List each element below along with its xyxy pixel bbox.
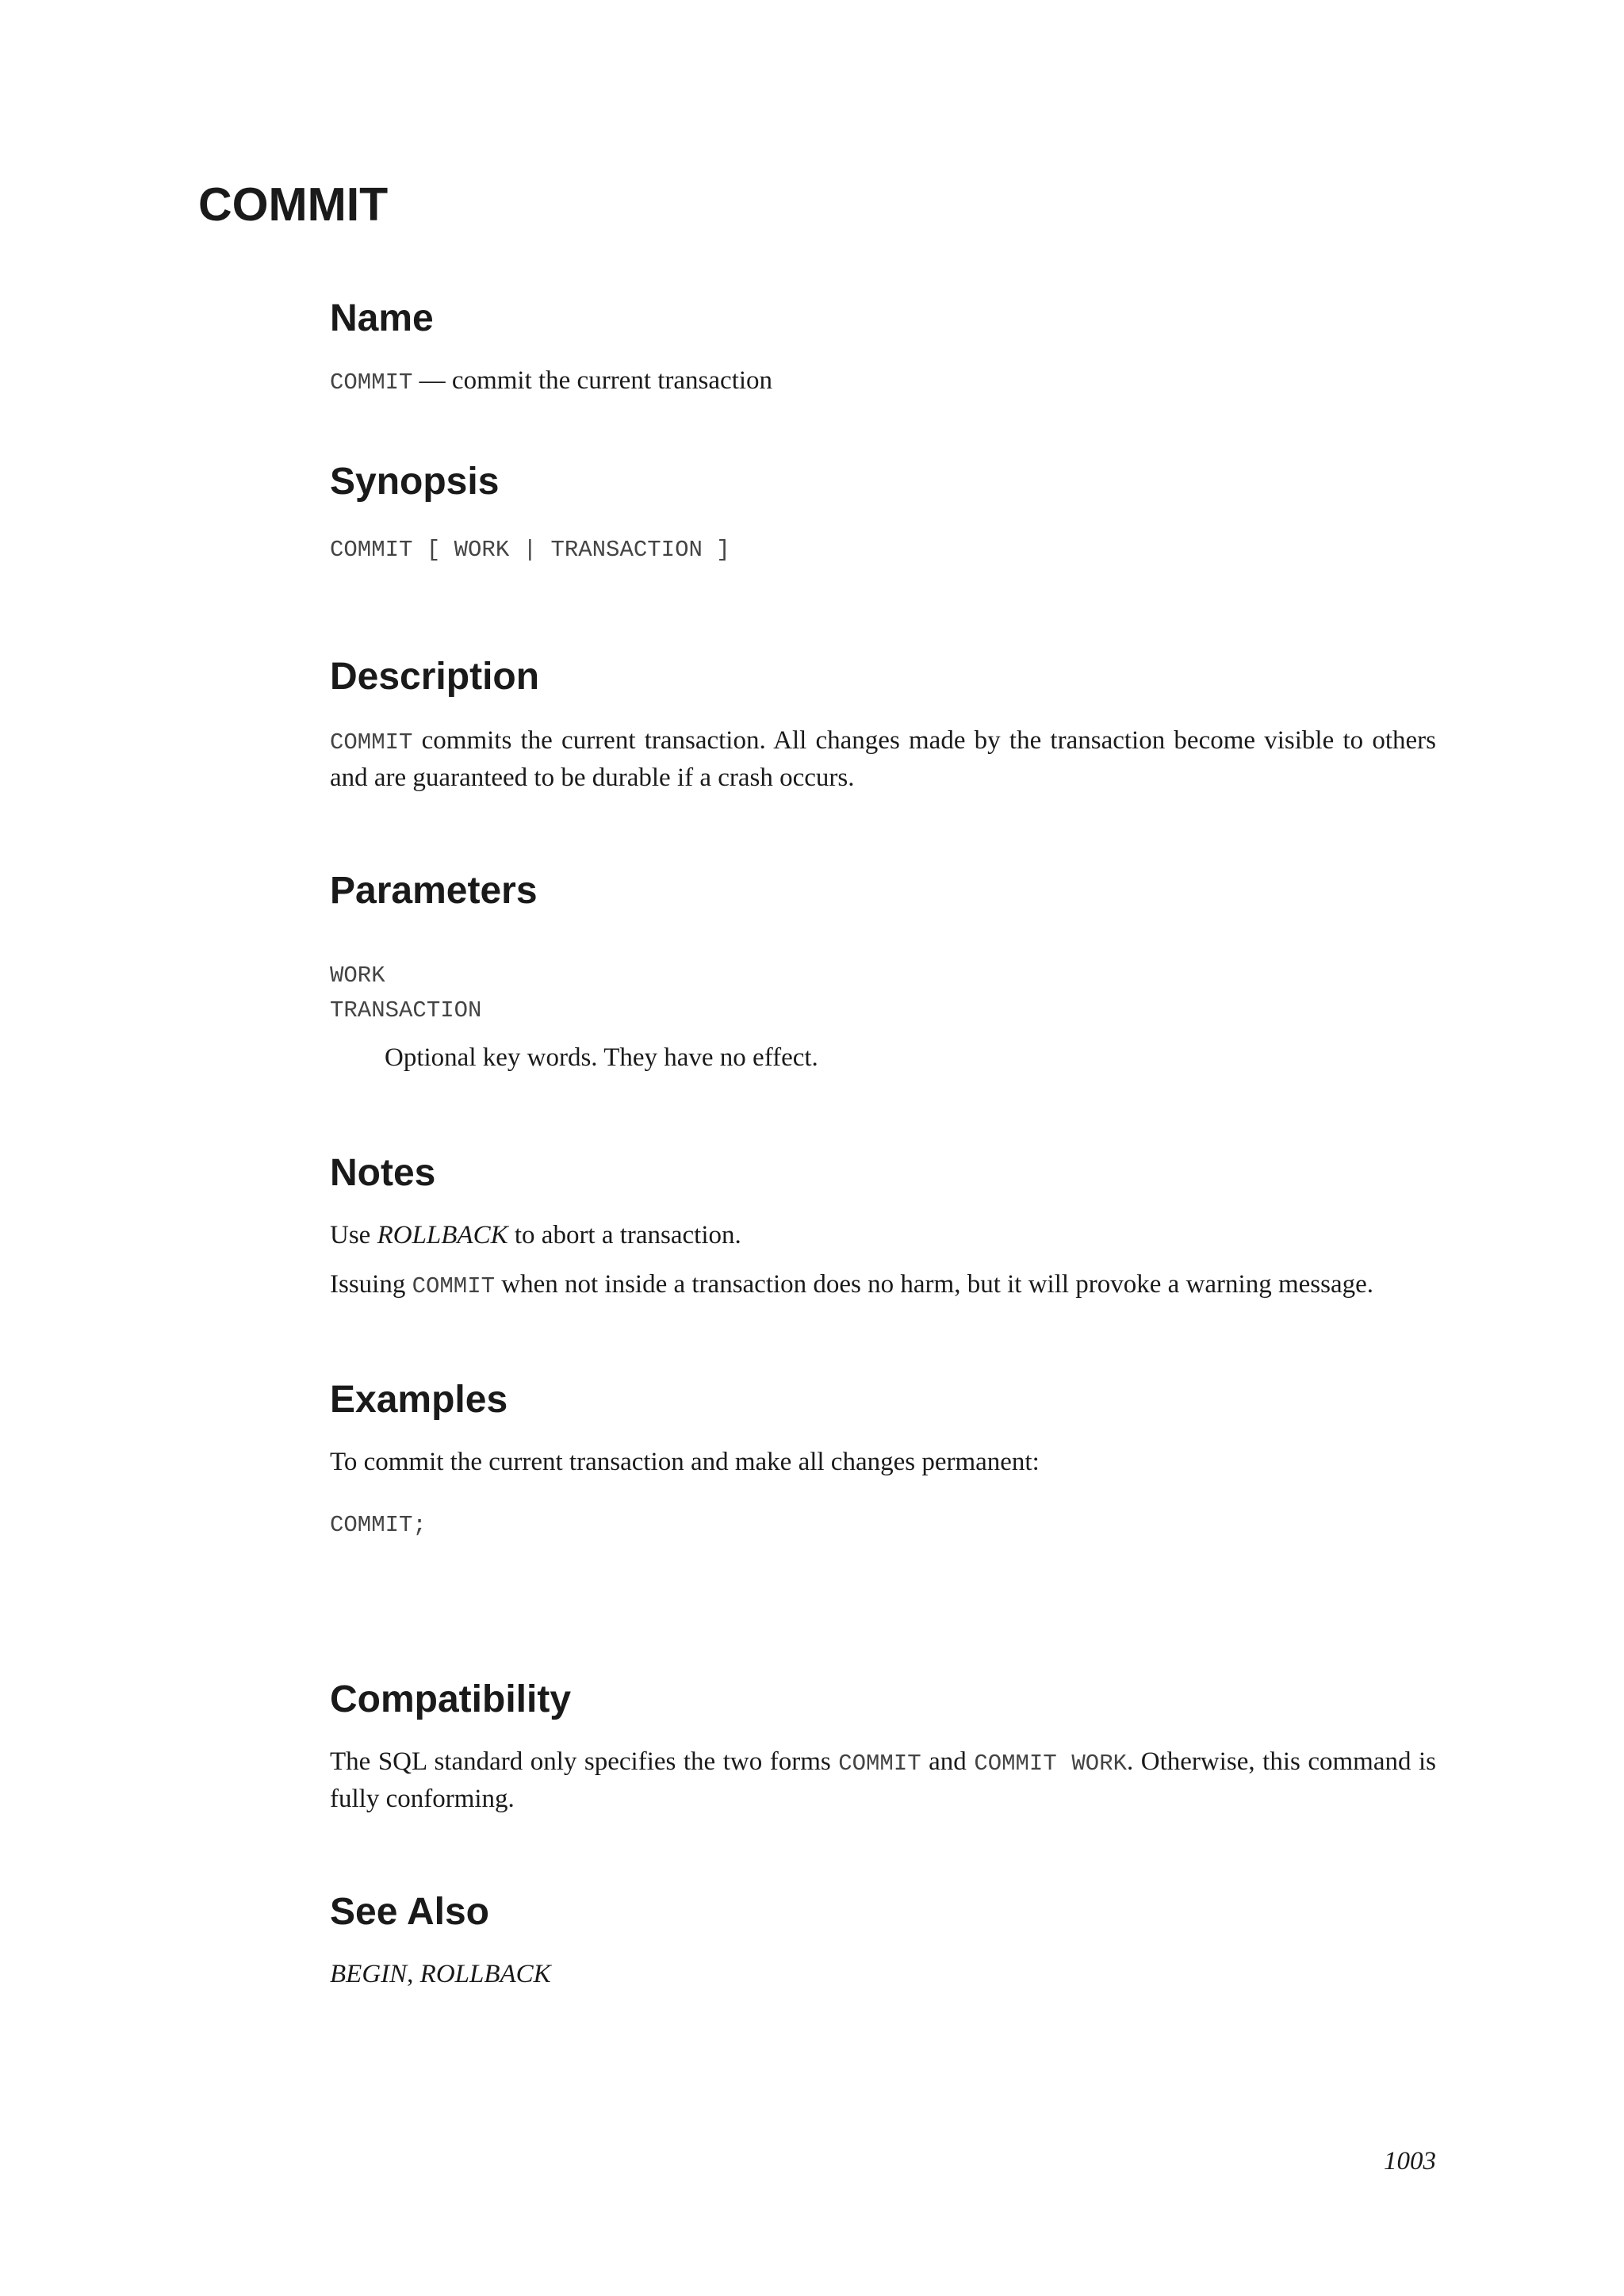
rollback-see-also-link[interactable]: ROLLBACK <box>419 1960 551 1988</box>
see-also-separator: , <box>407 1960 420 1988</box>
note-rollback <box>330 1218 1436 1253</box>
examples-heading: Examples <box>330 1379 508 1421</box>
note-2-suffix: when not inside a transaction does no harm, but it will provoke a warning message. <box>495 1270 1374 1299</box>
synopsis-heading: Synopsis <box>330 461 500 503</box>
examples-intro: To commit the current transaction and make all changes permanent: <box>330 1448 1040 1476</box>
see-also-links <box>330 1957 1436 1992</box>
note-2-command: COMMIT <box>412 1273 496 1299</box>
page-number: 1003 <box>1384 2147 1436 2175</box>
name-summary: — commit the current transaction <box>412 366 773 395</box>
name-text <box>330 363 1436 400</box>
description-command: COMMIT <box>330 729 413 756</box>
note-1-prefix: Use <box>330 1221 377 1249</box>
note-warning <box>330 1267 1436 1304</box>
see-also-heading: See Also <box>330 1891 489 1933</box>
parameters-heading: Parameters <box>330 870 538 912</box>
compat-form-commit: COMMIT <box>838 1751 921 1777</box>
examples-code: COMMIT; <box>330 1512 427 1538</box>
compat-form-commit-work: COMMIT WORK <box>974 1751 1128 1777</box>
notes-heading: Notes <box>330 1152 436 1194</box>
description-body: commits the current transaction. All changes made by the transaction become visible to others and are guaranteed to be durable if a crash occurs. <box>330 726 1436 792</box>
parameter-transaction: TRANSACTION <box>330 997 482 1024</box>
compat-prefix: The SQL standard only specifies the two forms <box>330 1747 839 1776</box>
compat-suffix: . Otherwise, this command is fully conforming. <box>330 1747 1436 1813</box>
synopsis-code: COMMIT [ WORK | TRANSACTION ] <box>330 537 730 563</box>
description-heading: Description <box>330 656 540 698</box>
note-1-suffix: to abort a transaction. <box>508 1221 741 1249</box>
name-command: COMMIT <box>330 369 413 396</box>
begin-link[interactable]: BEGIN <box>330 1960 408 1988</box>
parameter-description: Optional key words. They have no effect. <box>385 1043 818 1072</box>
parameter-work: WORK <box>330 962 385 989</box>
compatibility-heading: Compatibility <box>330 1678 572 1720</box>
compatibility-text <box>330 1744 1436 1817</box>
rollback-link[interactable]: ROLLBACK <box>377 1221 508 1249</box>
name-heading: Name <box>330 297 434 339</box>
description-text <box>330 723 1436 796</box>
page-title: COMMIT <box>198 178 389 231</box>
note-2-prefix: Issuing <box>330 1270 412 1299</box>
compat-middle: and <box>921 1747 975 1776</box>
